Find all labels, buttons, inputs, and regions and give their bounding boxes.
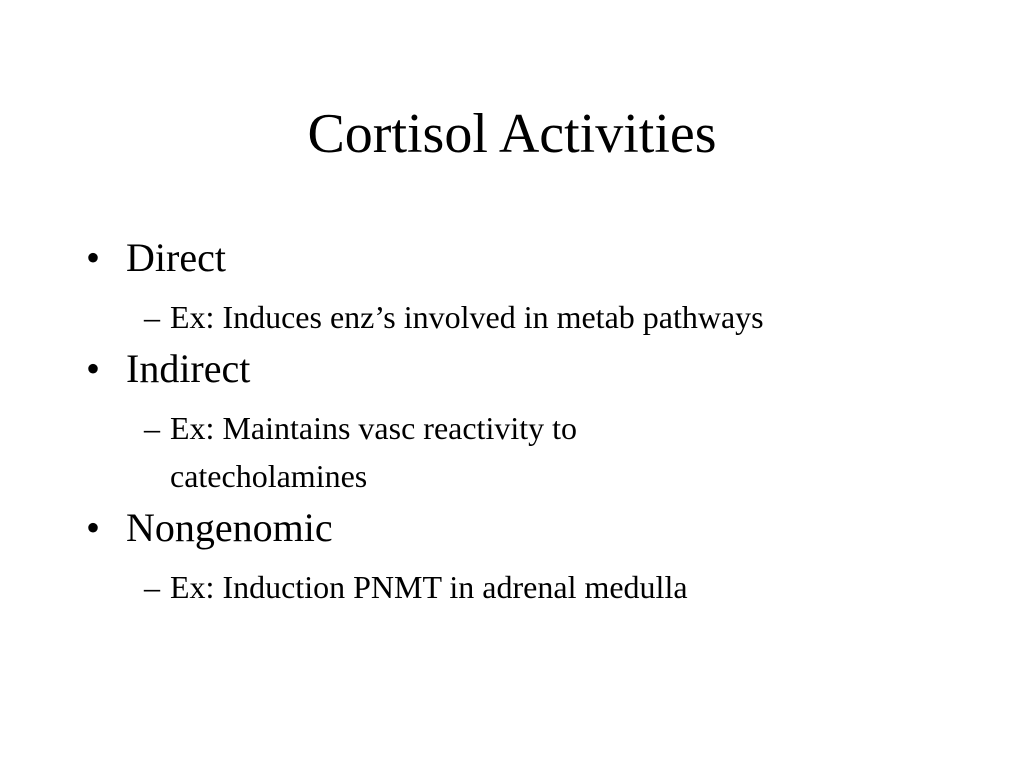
slide-title: Cortisol Activities bbox=[307, 103, 717, 165]
bullet-item-direct bbox=[86, 230, 966, 286]
bullet-dot-icon: • bbox=[86, 235, 101, 280]
dash-icon: – bbox=[144, 569, 160, 605]
sub-bullet-text: Ex: Maintains vasc reactivity to catecholamines bbox=[170, 410, 577, 494]
dash-icon: – bbox=[144, 410, 160, 446]
sub-bullet-text: Ex: Induction PNMT in adrenal medulla bbox=[170, 569, 688, 605]
bullet-dot-icon: • bbox=[86, 346, 101, 391]
sub-bullet-nongenomic-example bbox=[86, 563, 966, 611]
bullet-dot-icon: • bbox=[86, 505, 101, 550]
bullet-item-indirect bbox=[86, 341, 966, 397]
bullet-label: Indirect bbox=[126, 346, 251, 391]
dash-icon: – bbox=[144, 299, 160, 335]
bullet-label: Direct bbox=[126, 235, 226, 280]
sub-bullet-direct-example bbox=[86, 293, 966, 341]
bullet-item-nongenomic bbox=[86, 500, 966, 556]
bullet-label: Nongenomic bbox=[126, 505, 333, 550]
sub-bullet-indirect-example bbox=[86, 404, 730, 500]
sub-bullet-text: Ex: Induces enz’s involved in metab pathways bbox=[170, 299, 764, 335]
bullet-list bbox=[86, 230, 966, 611]
